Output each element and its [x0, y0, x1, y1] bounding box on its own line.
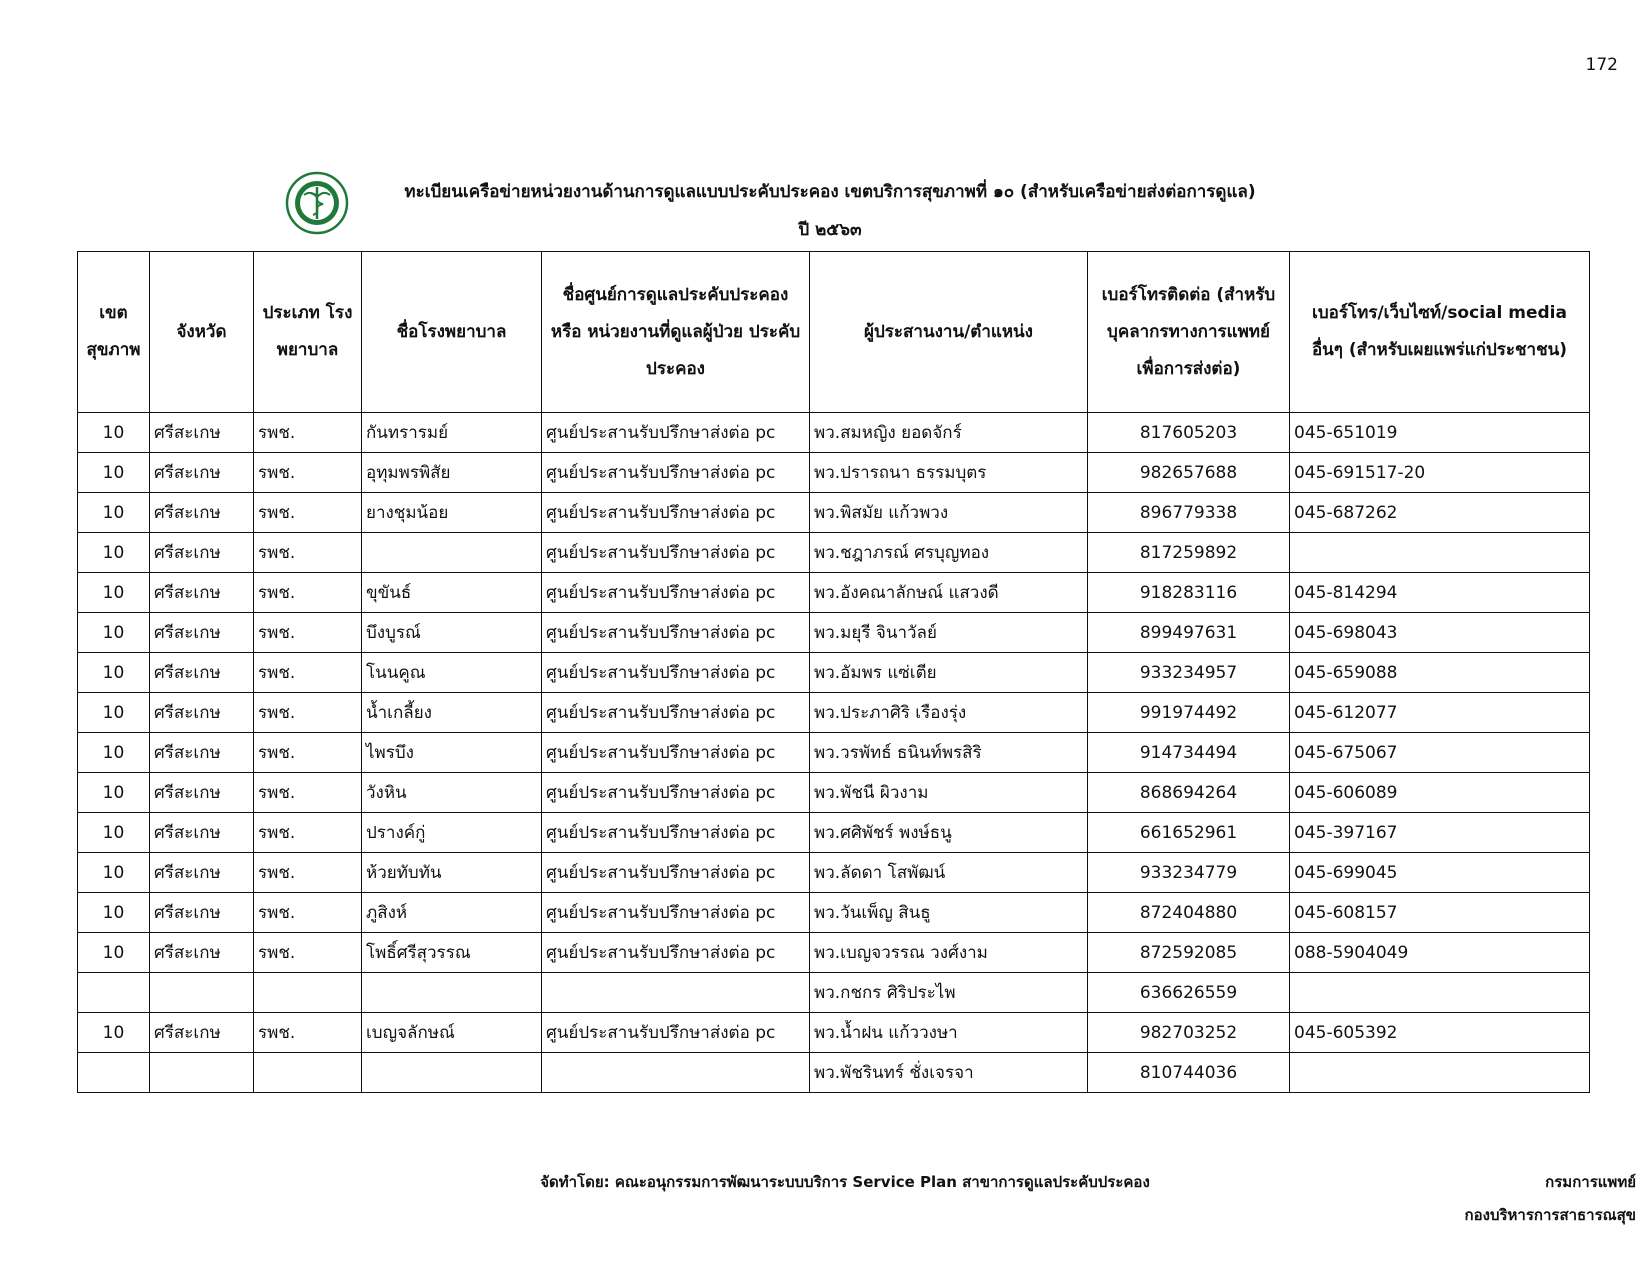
cell-zone — [78, 1053, 150, 1093]
table-row — [78, 573, 1590, 613]
cell-province: ศรีสะเกษ — [150, 1013, 254, 1053]
cell-hospital-name: อุทุมพรพิสัย — [362, 453, 542, 493]
header-palliative-center: ชื่อศูนย์การดูแลประคับประคอง หรือ หน่วยงานที่ดูแลผู้ป่วย ประคับประคอง — [542, 252, 810, 413]
cell-hospital-type: รพช. — [254, 493, 362, 533]
table-row — [78, 733, 1590, 773]
cell-hospital-name: กันทรารมย์ — [362, 413, 542, 453]
cell-hospital-name: ยางชุมน้อย — [362, 493, 542, 533]
cell-public-contact: 045-605392 — [1290, 1013, 1590, 1053]
cell-coordinator: พว.กชกร ศิริประไพ — [810, 973, 1088, 1013]
cell-province: ศรีสะเกษ — [150, 653, 254, 693]
cell-center: ศูนย์ประสานรับปรึกษาส่งต่อ pc — [542, 853, 810, 893]
table-row — [78, 533, 1590, 573]
cell-coordinator: พว.พิสมัย แก้วพวง — [810, 493, 1088, 533]
cell-center: ศูนย์ประสานรับปรึกษาส่งต่อ pc — [542, 613, 810, 653]
cell-coordinator: พว.วันเพ็ญ สินธู — [810, 893, 1088, 933]
cell-coordinator: พว.เบญจวรรณ วงศ์งาม — [810, 933, 1088, 973]
table-row — [78, 933, 1590, 973]
table-row — [78, 813, 1590, 853]
cell-zone: 10 — [78, 573, 150, 613]
table-row — [78, 1053, 1590, 1093]
cell-hospital-name: น้ำเกลี้ยง — [362, 693, 542, 733]
document-year: ปี ๒๕๖๓ — [798, 220, 862, 240]
page-number: 172 — [1585, 55, 1618, 75]
cell-public-contact: 045-608157 — [1290, 893, 1590, 933]
cell-hospital-name — [362, 973, 542, 1013]
cell-zone: 10 — [78, 1013, 150, 1053]
cell-center: ศูนย์ประสานรับปรึกษาส่งต่อ pc — [542, 653, 810, 693]
cell-coordinator: พว.อังคณาลักษณ์ แสวงดี — [810, 573, 1088, 613]
cell-public-contact: 088-5904049 — [1290, 933, 1590, 973]
cell-zone: 10 — [78, 733, 150, 773]
cell-referral-phone: 896779338 — [1088, 493, 1290, 533]
cell-hospital-name: ปรางค์กู่ — [362, 813, 542, 853]
cell-hospital-type: รพช. — [254, 653, 362, 693]
cell-hospital-type: รพช. — [254, 453, 362, 493]
cell-referral-phone: 872592085 — [1088, 933, 1290, 973]
cell-center — [542, 1053, 810, 1093]
cell-referral-phone: 868694264 — [1088, 773, 1290, 813]
header-hospital-type: ประเภท โรงพยาบาล — [254, 252, 362, 413]
cell-public-contact: 045-397167 — [1290, 813, 1590, 853]
cell-center: ศูนย์ประสานรับปรึกษาส่งต่อ pc — [542, 893, 810, 933]
cell-zone: 10 — [78, 453, 150, 493]
cell-hospital-name — [362, 1053, 542, 1093]
cell-public-contact — [1290, 533, 1590, 573]
table-row — [78, 613, 1590, 653]
cell-zone: 10 — [78, 893, 150, 933]
cell-hospital-type — [254, 1053, 362, 1093]
cell-referral-phone: 933234957 — [1088, 653, 1290, 693]
cell-public-contact: 045-691517-20 — [1290, 453, 1590, 493]
cell-zone: 10 — [78, 493, 150, 533]
cell-referral-phone: 918283116 — [1088, 573, 1290, 613]
header-public-contact: เบอร์โทร/เว็บไซท์/social media อื่นๆ (สำหรับเผยแพร่แก่ประชาชน) — [1290, 252, 1590, 413]
table-row — [78, 493, 1590, 533]
cell-hospital-name: วังหิน — [362, 773, 542, 813]
cell-public-contact: 045-675067 — [1290, 733, 1590, 773]
cell-zone: 10 — [78, 653, 150, 693]
cell-center: ศูนย์ประสานรับปรึกษาส่งต่อ pc — [542, 933, 810, 973]
cell-hospital-type: รพช. — [254, 1013, 362, 1053]
cell-coordinator: พว.ประภาศิริ เรืองรุ่ง — [810, 693, 1088, 733]
cell-hospital-name: ขุขันธ์ — [362, 573, 542, 613]
cell-referral-phone: 817259892 — [1088, 533, 1290, 573]
cell-hospital-type: รพช. — [254, 813, 362, 853]
cell-center: ศูนย์ประสานรับปรึกษาส่งต่อ pc — [542, 573, 810, 613]
cell-referral-phone: 817605203 — [1088, 413, 1290, 453]
cell-coordinator: พว.พัชนี ผิวงาม — [810, 773, 1088, 813]
cell-referral-phone: 636626559 — [1088, 973, 1290, 1013]
cell-hospital-name: ภูสิงห์ — [362, 893, 542, 933]
cell-center — [542, 973, 810, 1013]
cell-zone: 10 — [78, 773, 150, 813]
cell-referral-phone: 661652961 — [1088, 813, 1290, 853]
footer-division: กองบริหารการสาธารณสุข — [1464, 1206, 1636, 1224]
cell-hospital-name: โพธิ์ศรีสุวรรณ — [362, 933, 542, 973]
cell-center: ศูนย์ประสานรับปรึกษาส่งต่อ pc — [542, 493, 810, 533]
cell-province: ศรีสะเกษ — [150, 773, 254, 813]
cell-referral-phone: 991974492 — [1088, 693, 1290, 733]
cell-center: ศูนย์ประสานรับปรึกษาส่งต่อ pc — [542, 733, 810, 773]
cell-referral-phone: 933234779 — [1088, 853, 1290, 893]
cell-zone: 10 — [78, 853, 150, 893]
cell-province: ศรีสะเกษ — [150, 573, 254, 613]
cell-province — [150, 1053, 254, 1093]
cell-public-contact: 045-698043 — [1290, 613, 1590, 653]
cell-hospital-name: เบญจลักษณ์ — [362, 1013, 542, 1053]
cell-referral-phone: 914734494 — [1088, 733, 1290, 773]
cell-province: ศรีสะเกษ — [150, 533, 254, 573]
cell-province: ศรีสะเกษ — [150, 893, 254, 933]
cell-coordinator: พว.ปรารถนา ธรรมบุตร — [810, 453, 1088, 493]
cell-province — [150, 973, 254, 1013]
cell-province: ศรีสะเกษ — [150, 453, 254, 493]
cell-coordinator: พว.ศศิพัชร์ พงษ์ธนู — [810, 813, 1088, 853]
cell-hospital-type: รพช. — [254, 733, 362, 773]
cell-hospital-type: รพช. — [254, 413, 362, 453]
header-referral-phone: เบอร์โทรติดต่อ (สำหรับ บุคลากรทางการแพทย์ เพื่อการส่งต่อ) — [1088, 252, 1290, 413]
header-province: จังหวัด — [150, 252, 254, 413]
cell-zone: 10 — [78, 413, 150, 453]
header-zone: เขต สุขภาพ — [78, 252, 150, 413]
cell-hospital-type: รพช. — [254, 853, 362, 893]
cell-referral-phone: 872404880 — [1088, 893, 1290, 933]
cell-center: ศูนย์ประสานรับปรึกษาส่งต่อ pc — [542, 693, 810, 733]
cell-center: ศูนย์ประสานรับปรึกษาส่งต่อ pc — [542, 413, 810, 453]
cell-public-contact — [1290, 973, 1590, 1013]
cell-public-contact: 045-612077 — [1290, 693, 1590, 733]
table-row — [78, 853, 1590, 893]
cell-referral-phone: 982657688 — [1088, 453, 1290, 493]
cell-hospital-name: โนนคูณ — [362, 653, 542, 693]
cell-province: ศรีสะเกษ — [150, 733, 254, 773]
document-title: ทะเบียนเครือข่ายหน่วยงานด้านการดูแลแบบประคับประคอง เขตบริการสุขภาพที่ ๑๐ (สำหรับเครือข่ายส่งต่อการดูแล) — [404, 182, 1256, 202]
table-row — [78, 893, 1590, 933]
cell-hospital-type: รพช. — [254, 693, 362, 733]
table-row — [78, 693, 1590, 733]
cell-province: ศรีสะเกษ — [150, 493, 254, 533]
cell-coordinator: พว.พัชรินทร์ ชั่งเจรจา — [810, 1053, 1088, 1093]
cell-zone: 10 — [78, 613, 150, 653]
cell-hospital-name — [362, 533, 542, 573]
cell-hospital-type: รพช. — [254, 893, 362, 933]
footer-prepared-by: จัดทำโดย: คณะอนุกรรมการพัฒนาระบบบริการ Service Plan สาขาการดูแลประคับประคอง — [540, 1173, 1150, 1191]
cell-coordinator: พว.มยุรี จินาวัลย์ — [810, 613, 1088, 653]
table-row — [78, 973, 1590, 1013]
footer-department: กรมการแพทย์ — [1545, 1173, 1636, 1191]
cell-referral-phone: 810744036 — [1088, 1053, 1290, 1093]
cell-hospital-name: ไพรบึง — [362, 733, 542, 773]
header-hospital-name: ชื่อโรงพยาบาล — [362, 252, 542, 413]
cell-center: ศูนย์ประสานรับปรึกษาส่งต่อ pc — [542, 773, 810, 813]
cell-center: ศูนย์ประสานรับปรึกษาส่งต่อ pc — [542, 1013, 810, 1053]
cell-hospital-type: รพช. — [254, 933, 362, 973]
cell-zone: 10 — [78, 693, 150, 733]
cell-public-contact: 045-699045 — [1290, 853, 1590, 893]
cell-coordinator: พว.น้ำฝน แก้ววงษา — [810, 1013, 1088, 1053]
cell-province: ศรีสะเกษ — [150, 693, 254, 733]
cell-province: ศรีสะเกษ — [150, 613, 254, 653]
cell-public-contact: 045-687262 — [1290, 493, 1590, 533]
cell-referral-phone: 899497631 — [1088, 613, 1290, 653]
cell-hospital-type: รพช. — [254, 573, 362, 613]
cell-public-contact: 045-814294 — [1290, 573, 1590, 613]
cell-hospital-name: บึงบูรณ์ — [362, 613, 542, 653]
cell-zone: 10 — [78, 933, 150, 973]
registry-table — [77, 251, 1590, 1093]
cell-hospital-name: ห้วยทับทัน — [362, 853, 542, 893]
table-row — [78, 413, 1590, 453]
cell-public-contact — [1290, 1053, 1590, 1093]
cell-hospital-type: รพช. — [254, 773, 362, 813]
cell-province: ศรีสะเกษ — [150, 413, 254, 453]
table-row — [78, 653, 1590, 693]
cell-province: ศรีสะเกษ — [150, 933, 254, 973]
cell-coordinator: พว.ชฎาภรณ์ ศรบุญทอง — [810, 533, 1088, 573]
cell-zone — [78, 973, 150, 1013]
cell-zone: 10 — [78, 533, 150, 573]
cell-coordinator: พว.วรพัทธ์ ธนินท์พรสิริ — [810, 733, 1088, 773]
cell-center: ศูนย์ประสานรับปรึกษาส่งต่อ pc — [542, 533, 810, 573]
table-row — [78, 1013, 1590, 1053]
table-header-row — [78, 252, 1590, 413]
cell-hospital-type: รพช. — [254, 533, 362, 573]
cell-center: ศูนย์ประสานรับปรึกษาส่งต่อ pc — [542, 813, 810, 853]
cell-referral-phone: 982703252 — [1088, 1013, 1290, 1053]
cell-public-contact: 045-606089 — [1290, 773, 1590, 813]
cell-zone: 10 — [78, 813, 150, 853]
cell-public-contact: 045-659088 — [1290, 653, 1590, 693]
cell-province: ศรีสะเกษ — [150, 813, 254, 853]
table-row — [78, 453, 1590, 493]
cell-coordinator: พว.อัมพร แซ่เตีย — [810, 653, 1088, 693]
cell-coordinator: พว.สมหญิง ยอดจักร์ — [810, 413, 1088, 453]
cell-coordinator: พว.ลัดดา โสพัฒน์ — [810, 853, 1088, 893]
header-coordinator: ผู้ประสานงาน/ตำแหน่ง — [810, 252, 1088, 413]
cell-center: ศูนย์ประสานรับปรึกษาส่งต่อ pc — [542, 453, 810, 493]
table-row — [78, 773, 1590, 813]
cell-province: ศรีสะเกษ — [150, 853, 254, 893]
cell-hospital-type — [254, 973, 362, 1013]
cell-hospital-type: รพช. — [254, 613, 362, 653]
cell-public-contact: 045-651019 — [1290, 413, 1590, 453]
